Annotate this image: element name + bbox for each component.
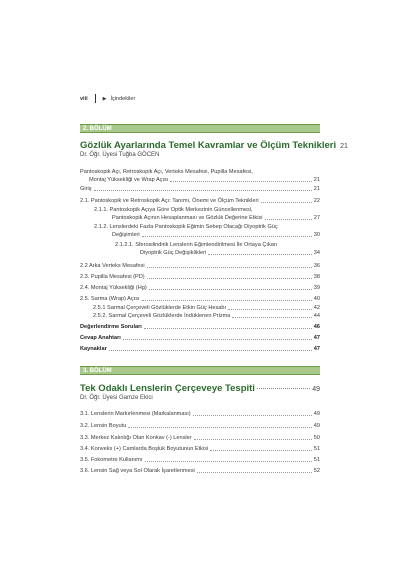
toc-entry[interactable]: 3.3. Merkez Kalınlığı Olan Konkav (-) Lensler 50 [80,435,320,441]
chapter2-title: Gözlük Ayarlarında Temel Kavramlar ve Ölçüm Teknikleri [80,140,337,151]
toc-entry[interactable]: 2.3. Pupilla Mesafesi (PD) 38 [80,274,320,280]
toc-entry[interactable]: 2.1. Pantoskopik ve Retroskopik Açı: Tanımı, Önemi ve Ölçüm Teknikleri 22 [80,198,320,204]
chapter3-page: 49 [312,386,320,393]
page-header [80,94,135,103]
toc-entry[interactable]: 2.2 Arka Verteks Mesafesi 36 [80,263,320,269]
toc-entry[interactable]: Cevap Anahtarı 47 [80,335,320,341]
chapter3-author: Dr. Öğr. Üyesi Gamze Ekici [80,395,153,401]
chapter2-intro-line1: Pantoskopik Açı, Retroskopik Açı, Verteks Mesafesi, Pupilla Mesafesi, [80,169,253,175]
toc-entry[interactable]: Giriş 21 [80,186,320,192]
toc-entry-line: 2.1.1. Pantoskopik Açıya Göre Optik Merkezinin Güncellenmesi, [94,207,253,213]
toc-entry[interactable]: 3.2. Lensin Boyutu 49 [80,423,320,429]
chapter2-page: 21 [340,143,348,150]
chapter2-title-row[interactable] [80,140,348,151]
toc-entry[interactable]: 3.1. Lenslerin Markırlenmesi (Markalanması) 49 [80,411,320,417]
toc-entry[interactable]: Değişimleri 30 [112,232,320,238]
toc-entry[interactable]: Montaj Yüksekliği ve Wrap Açısı 21 [89,177,320,183]
toc-entry[interactable]: Değerlendirme Soruları 46 [80,324,320,330]
chapter3-section-bar [80,366,320,375]
toc-entry[interactable]: 2.5. Sarma (Wrap) Açısı 40 [80,296,320,302]
toc-entry[interactable]: 2.5.1 Sarmal Çerçeveli Gözlüklerde Etkin Güç Hesabı 42 [93,305,320,311]
chapter2-section-label: 2. BÖLÜM [83,126,112,132]
chapter3-section-label: 3. BÖLÜM [83,368,112,374]
toc-entry-line: 2.1.2. Lenslerdeki Fazla Pantoskopik Eğimin Sebep Olacağı Diyoptrik Güç [94,224,278,230]
toc-entry[interactable]: 2.4. Montaj Yüksekliği (Hg) 39 [80,285,320,291]
toc-entry-line: 2.1.2.1. Sferosilindirik Lenslerin Eğimlendirilmesi İle Ortaya Çıkan [115,242,277,248]
chapter2-section-bar [80,124,320,133]
page-number: viii [80,95,88,102]
chapter2-author: Dr. Öğr. Üyesi Tuğba GÖCEN [80,152,160,158]
toc-entry[interactable]: Pantoskopik Açının Hesaplanması ve Gözlük Değerine Etkisi 27 [112,215,320,221]
toc-entry[interactable]: 3.4. Konveks (+) Camlarda Boşluk Boyutunun Etkisi 51 [80,446,320,452]
chapter3-title-row[interactable] [80,383,320,394]
toc-entry[interactable]: 2.5.2. Sarmal Çerçeveli Gözlüklerde İndüklenen Prizma 44 [93,313,320,319]
toc-entry[interactable]: 3.6. Lensin Sağ veya Sol Olarak İşaretlenmesi 52 [80,468,320,474]
chapter3-title: Tek Odaklı Lenslerin Çerçeveye Tespiti [80,383,255,394]
toc-entry[interactable]: Diyoptrik Güç Değişiklikleri 34 [140,250,320,256]
header-title: İçindekiler [110,95,136,102]
header-divider [95,94,96,103]
toc-entry[interactable]: Kaynaklar 47 [80,346,320,352]
triangle-right-icon: ▶ [102,95,107,102]
toc-entry[interactable]: 3.5. Fokometre Kullanımı 51 [80,457,320,463]
leader-dots [257,388,310,389]
